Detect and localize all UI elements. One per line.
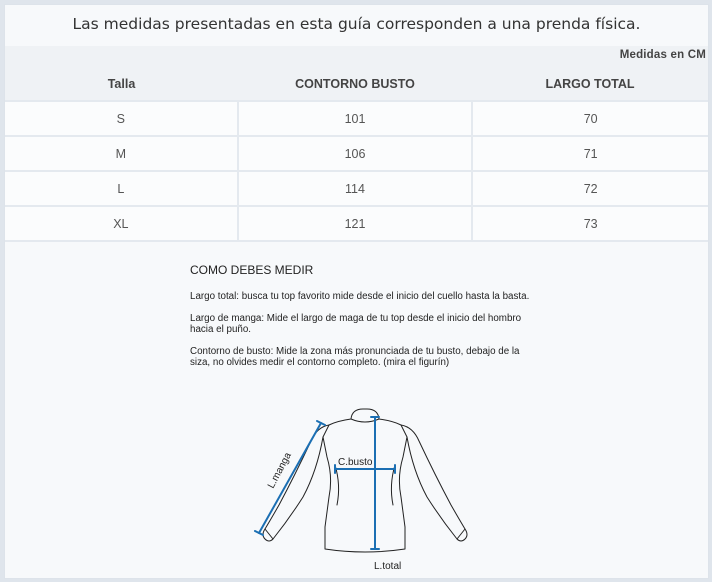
- guide-contorno-busto: Contorno de busto: Mide la zona más pronunciada de tu busto, debajo de la siza, no olvides medir el contorno completo. (mira el figurín): [190, 346, 520, 368]
- bust-cell: 114: [237, 172, 472, 205]
- guide-largo-manga: Largo de manga: Mide el largo de maga de tu top desde el inicio del hombro hacia el puño.: [190, 313, 522, 335]
- measuring-guide: [190, 263, 535, 379]
- table-header-row: [5, 67, 708, 100]
- bust-cell: 121: [237, 207, 472, 240]
- bust-cell: 106: [237, 137, 472, 170]
- length-cell: 70: [471, 102, 708, 135]
- length-cell: 73: [471, 207, 708, 240]
- table-row: [5, 100, 708, 135]
- bust-cell: 101: [237, 102, 472, 135]
- guide-largo-total: Largo total: busca tu top favorito mide desde el inicio del cuello hasta la basta.: [190, 291, 530, 302]
- size-cell: M: [5, 137, 237, 170]
- size-table: [5, 46, 708, 242]
- shirt-outline: [263, 409, 467, 552]
- right-sleeve: [401, 425, 465, 539]
- right-cuff: [457, 529, 467, 541]
- sleeve-label: L.manga: [265, 450, 294, 491]
- table-row: [5, 135, 708, 170]
- units-label: Medidas en CM: [619, 49, 706, 61]
- size-cell: L: [5, 172, 237, 205]
- size-guide-panel: [4, 4, 709, 579]
- guide-title: COMO DEBES MEDIR: [190, 263, 314, 277]
- header-talla: Talla: [107, 76, 136, 91]
- size-cell: S: [5, 102, 237, 135]
- units-row: [5, 46, 708, 67]
- size-cell: XL: [5, 207, 237, 240]
- header-contorno-busto: CONTORNO BUSTO: [295, 76, 415, 91]
- length-cell: 72: [471, 172, 708, 205]
- header-largo-total: LARGO TOTAL: [545, 76, 635, 91]
- total-label: L.total: [374, 561, 402, 572]
- table-row: [5, 170, 708, 205]
- physical-garment-note: Las medidas presentadas en esta guía corresponden a una prenda física.: [72, 15, 641, 33]
- table-bottom-border: [5, 240, 708, 242]
- body-shape: [323, 419, 407, 552]
- length-cell: 71: [471, 137, 708, 170]
- garment-diagram: [245, 405, 485, 575]
- table-row: [5, 205, 708, 240]
- bust-label: C.busto: [338, 457, 373, 468]
- left-cuff: [263, 529, 273, 541]
